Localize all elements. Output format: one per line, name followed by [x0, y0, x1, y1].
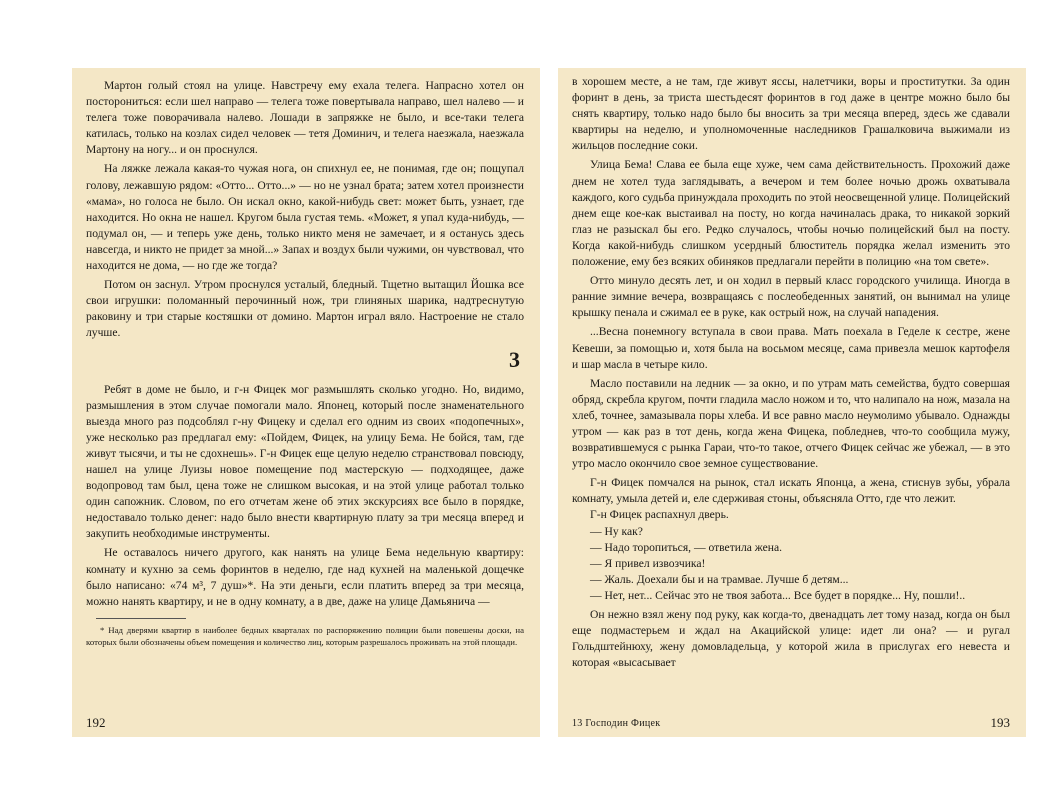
page-number-left: 192 — [86, 715, 106, 730]
paragraph: Потом он заснул. Утром проснулся усталый, бледный. Тщетно вытащил Йошка все свои игрушки: поломанный перочинный нож, три глиняных шарика, надтреснутую раковину и три старые костяшки от домино. Мартон играл вяло. Настроение не стало лучше. — [86, 278, 524, 340]
paragraph: На ляжке лежала какая-то чужая нога, он спихнул ее, не понимая, где он; пощупал голову, лежавшую рядом: «Отто... Отто...» — но не узнал брата; затем хотел произнести «мама», но голоса не было. Он искал окно, какой-нибудь свет: может быть, узнает, где находится. Но окна не нашел. Кругом была густая темь. «Может, я упал куда-нибудь, — подумал он, — и теперь уже день, только никто меня не замечает, и я останусь здесь навсегда, и никто не придет за мной...» Запах и воздух были чужими, он чувствовал, что находится не дома, — но где же тогда? — [86, 162, 524, 273]
right-page — [558, 68, 1026, 737]
footnote: * Над дверями квартир в наиболее бедных кварталах по распоряжению полиции были повешены доски, на которых были обозначены объем помещения и количество лиц, которым разрешалось проживать на этой площади. — [86, 624, 524, 648]
running-footer: 13 Господин Фицек — [572, 718, 661, 729]
paragraph: Отто минуло десять лет, и он ходил в первый класс городского училища. Иногда в ранние зимние вечера, возвращаясь с послеобеденных занятий, он вынимал на улице крышку пенала и сжимал ее в руке, как острый нож, на случай нападения. — [572, 274, 1010, 320]
paragraph: Он нежно взял жену под руку, как когда-то, двенадцать лет тому назад, когда он был еще подмастерьем и ждал на Акацийской улице: идет ли она? — и ругал Гольдштейнюху, жену домовладельца, у которой жила в прислугах его невеста и которая «высасывает — [572, 608, 1010, 670]
paragraph: Не оставалось ничего другого, как нанять на улице Бема недельную квартиру: комнату и кухню за семь форинтов в неделю, где над кухней на маленькой дощечке было написано: «74 м³, 7 душ»*. На эти деньги, если платить вперед за три месяца, можно нанять квартиру, и не в одну комнату, а в две, даже на улице Дамьянича — — [86, 546, 524, 608]
right-text — [572, 74, 1010, 671]
dialogue-line: — Жаль. Доехали бы и на трамвае. Лучше б детям... — [590, 572, 849, 586]
paragraph: Мартон голый стоял на улице. Навстречу ему ехала телега. Напрасно хотел он посторониться: если шел направо — телега тоже повертывала направо, шел налево — и телега тоже поворачивала налево. Лошади в запряжке не было, и все-таки телега катилась, только на козлах сидел человек — тетя Доминич, и телега наезжала, наезжала Мартону на ногу... и он проснулся. — [86, 79, 524, 157]
page-number-right: 193 — [990, 715, 1010, 730]
dialogue-line: — Нет, нет... Сейчас это не твоя забота... Все будет в порядке... Ну, пошли!.. — [590, 588, 966, 602]
left-page — [72, 68, 540, 737]
dialogue-line: — Я привел извозчика! — [590, 556, 706, 570]
paragraph: Г-н Фицек распахнул дверь. — [590, 508, 729, 522]
footnote-divider — [96, 618, 186, 619]
paragraph: в хорошем месте, а не там, где живут яссы, налетчики, воры и проститутки. За один форинт в день, за триста шестьдесят форинтов в год даже в центре можно было бы снять квартиру, только надо было бы вносить за три месяца вперед, здесь же сдавали квартиры на неделю, и уполномоченные наследников Грашалковича выжимали из жильцов последние соки. — [572, 75, 1010, 153]
chapter-number: 3 — [509, 346, 520, 372]
paragraph: Ребят в доме не было, и г-н Фицек мог размышлять сколько угодно. Но, видимо, размышления в этом случае помогали мало. Японец, который после знаменательного выезда много раз подсоблял г-ну Фицеку и сделал его одним из своих «подопечных», уже несколько раз предлагал ему: «Пойдем, Фицек, на улицу Бема. Не бойся, там, где живут тысячи, и ты не сдохнешь». Г-н Фицек еще целую неделю странствовал повсюду, нашел на улице Луизы новое помещение под мастерскую — подходящее, даже водопровод там был, цена тоже не слишком высокая, и на этой улице работал только один сапожник. Словом, по его отчетам жене об этих экскурсиях все было в порядке, недоставало только денег: надо было внести квартирную плату за три месяца вперед и закупить необходимые инструменты. — [86, 382, 524, 541]
paragraph: Масло поставили на ледник — за окно, и по утрам мать семейства, будто совершая обряд, скребла кругом, почти гладила масло ножом и то, что налипало на нож, мазала на хлеб, точнее, замазывала поры хлеба. И все равно масло неумолимо убывало. Однажды утром — как раз в тот день, когда жена Фицека, побледнев, что-то сообщила мужу, возвратившемуся с рынка Гараи, что-то такое, отчего Фицек сейчас же убежал, — в это утро масло окончило свое земное существование. — [572, 376, 1010, 471]
left-text-before — [86, 78, 524, 342]
paragraph: Улица Бема! Слава ее была еще хуже, чем сама действительность. Прохожий даже днем не хотел туда заглядывать, а вечером и тем более ночью дрожь охватывала каждого, кого судьба принуждала проходить по этой неосвещенной улице. Полицейский днем еще кое-как выстаивал на посту, но когда начиналась драка, то никакой зоркий глаз не разыскал бы его. Редко случалось, чтобы ночью полицейский был на посту. Когда какой-нибудь слишком усердный блюститель порядка желал изменить это положение, ему без всяких обиняков предлагали перейти в полицию «на том свете». — [572, 158, 1010, 269]
left-text-after — [86, 382, 524, 610]
paragraph: Г-н Фицек помчался на рынок, стал искать Японца, а жена, стиснув зубы, убрала комнату, умыла детей и, еле сдерживая стоны, объясняла Отто, где что лежит. — [572, 476, 1010, 506]
dialogue-line: — Ну как? — [590, 524, 643, 538]
dialogue-line: — Надо торопиться, — ответила жена. — [590, 540, 783, 554]
paragraph: ...Весна понемногу вступала в свои права. Мать поехала в Геделе к сестре, жене Кевеши, за помощью и, хотя была на восьмом месяце, сама привезла мешок картофеля и шар масла в четыре кило. — [572, 325, 1010, 371]
